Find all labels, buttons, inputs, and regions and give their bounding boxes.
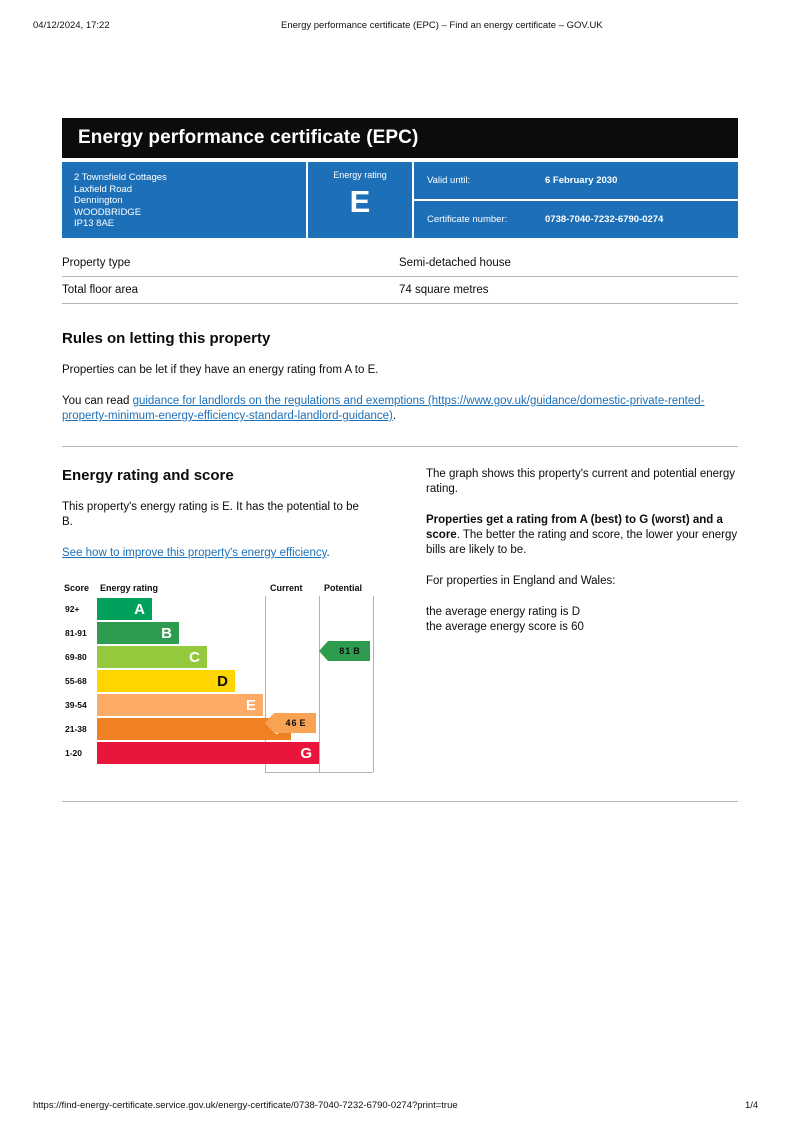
address-line-1: 2 Townsfield Cottages [74,172,167,183]
certificate-summary-band [62,162,738,238]
valid-until-value: 6 February 2030 [545,175,618,186]
band-bar-b: B [97,622,179,644]
energy-rating-section [62,467,738,773]
energy-rating-left-column [62,467,362,773]
certificate-title-bar [62,118,738,158]
certificate-details [414,162,738,238]
property-summary-table [62,250,738,304]
property-address [62,162,306,238]
band-bar-e: E [97,694,263,716]
graph-band-rows [62,598,380,766]
improve-efficiency-paragraph [62,546,362,561]
graph-header-rating: Energy rating [100,583,159,593]
epc-rating-graph [62,583,380,773]
section-divider [62,446,738,447]
current-rating-marker [274,713,316,733]
energy-rating-paragraph: This property's energy rating is E. It has the potential to be B. [62,501,359,528]
certificate-number-label: Certificate number: [427,214,508,225]
rating-scale-explanation [426,513,738,558]
band-score-g: 1-20 [65,748,83,758]
property-type-value: Semi-detached house [399,250,738,277]
band-bar-f [97,718,291,740]
print-header-title: Energy performance certificate (EPC) – Find an energy certificate – GOV.UK [281,20,603,31]
graph-band-row [62,598,380,622]
band-score-f: 21-38 [65,724,87,734]
address-line-2: Laxfield Road [74,183,133,195]
band-bar-d: D [97,670,235,692]
band-score-a: 92+ [65,604,80,614]
certificate-number-value: 0738-7040-7232-6790-0274 [545,214,664,225]
table-row [62,277,738,304]
graph-band-row [62,718,380,742]
current-rating-score: 46 [285,718,298,728]
letting-rules-paragraph: Properties can be let if they have an energy rating from A to E. [62,364,379,376]
current-rating-letter: E [299,718,307,728]
certificate-number-row [414,201,738,238]
letting-guidance-paragraph [62,394,738,424]
floor-area-value: 74 square metres [399,277,738,304]
average-score-text: the average energy score is 60 [426,621,584,633]
graph-band-row [62,742,380,766]
graph-explanation: The graph shows this property's current and potential energy rating. [426,468,736,495]
potential-rating-letter: B [353,646,361,656]
band-bar-c: C [97,646,207,668]
marker-arrow-icon [265,713,274,733]
valid-until-label: Valid until: [427,175,471,186]
print-footer-url: https://find-energy-certificate.service.gov.uk/energy-certificate/0738-7040-7232-6790-0274?print=true [33,1100,458,1111]
graph-header-potential: Potential [324,583,363,593]
graph-header-current: Current [270,583,303,593]
landlord-guidance-url[interactable]: (https://www.gov.uk/guidance/domestic-private-rented-property-minimum-energy-efficiency-standard-landlord-guidance) [62,395,705,422]
energy-rating-letter: E [349,184,371,219]
average-rating-text: the average energy rating is D [426,606,581,618]
graph-header-score: Score [64,583,90,593]
letting-rules-heading: Rules on letting this property [62,330,271,347]
landlord-guidance-link[interactable]: guidance for landlords on the regulations and exemptions [132,395,425,407]
potential-rating-score: 81 [339,646,352,656]
band-score-d: 55-68 [65,676,87,686]
graph-band-row [62,670,380,694]
improve-efficiency-suffix: . [326,547,330,559]
print-footer-page: 1/4 [745,1100,759,1111]
energy-rating-badge [308,162,412,238]
england-wales-intro: For properties in England and Wales: [426,575,616,587]
band-score-c: 69-80 [65,652,87,662]
bottom-divider [62,801,738,802]
page-title: Energy performance certificate (EPC) [78,127,419,148]
energy-rating-right-column [426,467,738,651]
valid-until-row [414,162,738,199]
certificate-page [62,118,738,802]
band-bar-a: A [97,598,152,620]
address-postcode: IP13 8AE [74,218,115,230]
letting-guidance-prefix: You can read [62,395,133,407]
band-score-b: 81-91 [65,628,87,638]
energy-rating-heading: Energy rating and score [62,467,234,484]
marker-arrow-icon [319,641,328,661]
graph-band-row [62,694,380,718]
energy-rating-label: Energy rating [333,170,387,180]
floor-area-label: Total floor area [62,277,399,304]
graph-baseline [265,772,373,773]
improve-efficiency-link[interactable]: See how to improve this property's energy efficiency [62,547,327,559]
print-header-date: 04/12/2024, 17:22 [33,20,110,31]
potential-rating-marker [328,641,370,661]
rating-scale-rest: . The better the rating and score, the lower your energy bills are likely to be. [426,529,738,556]
property-type-label: Property type [62,250,399,277]
band-score-e: 39-54 [65,700,87,710]
table-row [62,250,738,277]
letting-guidance-suffix: . [392,410,397,422]
address-line-3: Dennington [74,195,123,207]
address-line-4: WOODBRIDGE [74,206,142,218]
band-bar-g: G [97,742,319,764]
rating-scale-bold: Properties get a rating from A (best) to G (worst) and a score [426,514,723,541]
